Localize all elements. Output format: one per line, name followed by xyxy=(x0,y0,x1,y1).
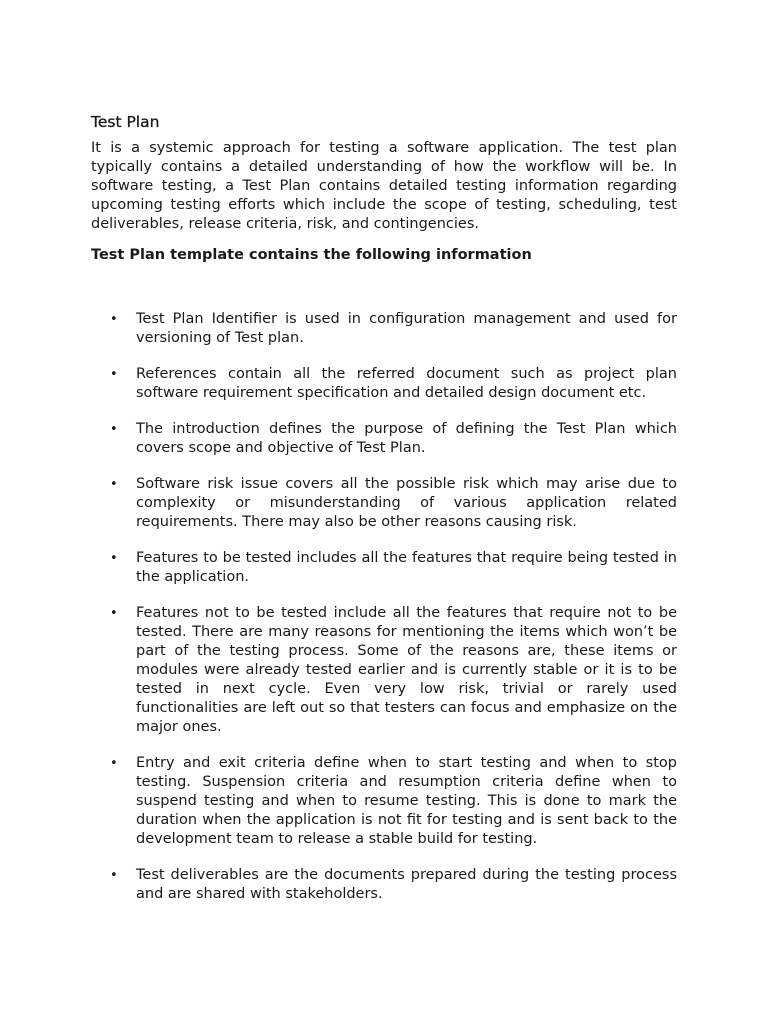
document-title: Test Plan xyxy=(91,113,160,131)
section-heading: Test Plan template contains the following information xyxy=(91,247,532,263)
list-item-text: Features to be tested includes all the features that require being tested in the application. xyxy=(136,550,677,585)
list-item-text: Entry and exit criteria define when to start testing and when to stop testing. Suspension criteria and resumption criteria define when to suspend testing and when to resume testing. This is done to mark the duration when the application is not fit for testing and is sent back to the development team to release a stable build for testing. xyxy=(136,755,677,847)
list-item xyxy=(91,604,677,737)
list-item xyxy=(91,475,677,532)
bullet-icon: • xyxy=(110,367,118,382)
list-item xyxy=(91,549,677,587)
intro-paragraph: It is a systemic approach for testing a software application. The test plan typically contains a detailed understanding of how the workflow will be. In software testing, a Test Plan contains detailed testing information regarding upcoming testing efforts which include the scope of testing, scheduling, test deliverables, release criteria, risk, and contingencies. xyxy=(91,140,677,232)
bullet-icon: • xyxy=(110,422,118,437)
list-item xyxy=(91,365,677,403)
list-item xyxy=(91,310,677,348)
bullet-icon: • xyxy=(110,868,118,883)
document-body xyxy=(91,112,677,921)
bullet-icon: • xyxy=(110,551,118,566)
list-item xyxy=(91,866,677,904)
list-item xyxy=(91,754,677,849)
bullet-list xyxy=(91,310,677,904)
bullet-icon: • xyxy=(110,756,118,771)
list-item-text: References contain all the referred document such as project plan software requirement specification and detailed design document etc. xyxy=(136,366,677,401)
bullet-icon: • xyxy=(110,606,118,621)
list-item-text: Test Plan Identifier is used in configuration management and used for versioning of Test plan. xyxy=(136,311,677,346)
list-item-text: The introduction defines the purpose of defining the Test Plan which covers scope and objective of Test Plan. xyxy=(136,421,677,456)
list-item-text: Test deliverables are the documents prepared during the testing process and are shared with stakeholders. xyxy=(136,867,677,902)
list-item-text: Features not to be tested include all the features that require not to be tested. There are many reasons for mentioning the items which won’t be part of the testing process. Some of the reasons are, these items or modules were already tested earlier and is currently stable or it is to be tested in next cycle. Even very low risk, trivial or rarely used functionalities are left out so that testers can focus and emphasize on the major ones. xyxy=(136,605,677,735)
bullet-icon: • xyxy=(110,477,118,492)
list-item-text: Software risk issue covers all the possible risk which may arise due to complexity or misunderstanding of various application related requirements. There may also be other reasons causing risk. xyxy=(136,476,677,530)
bullet-icon: • xyxy=(110,312,118,327)
list-item xyxy=(91,420,677,458)
